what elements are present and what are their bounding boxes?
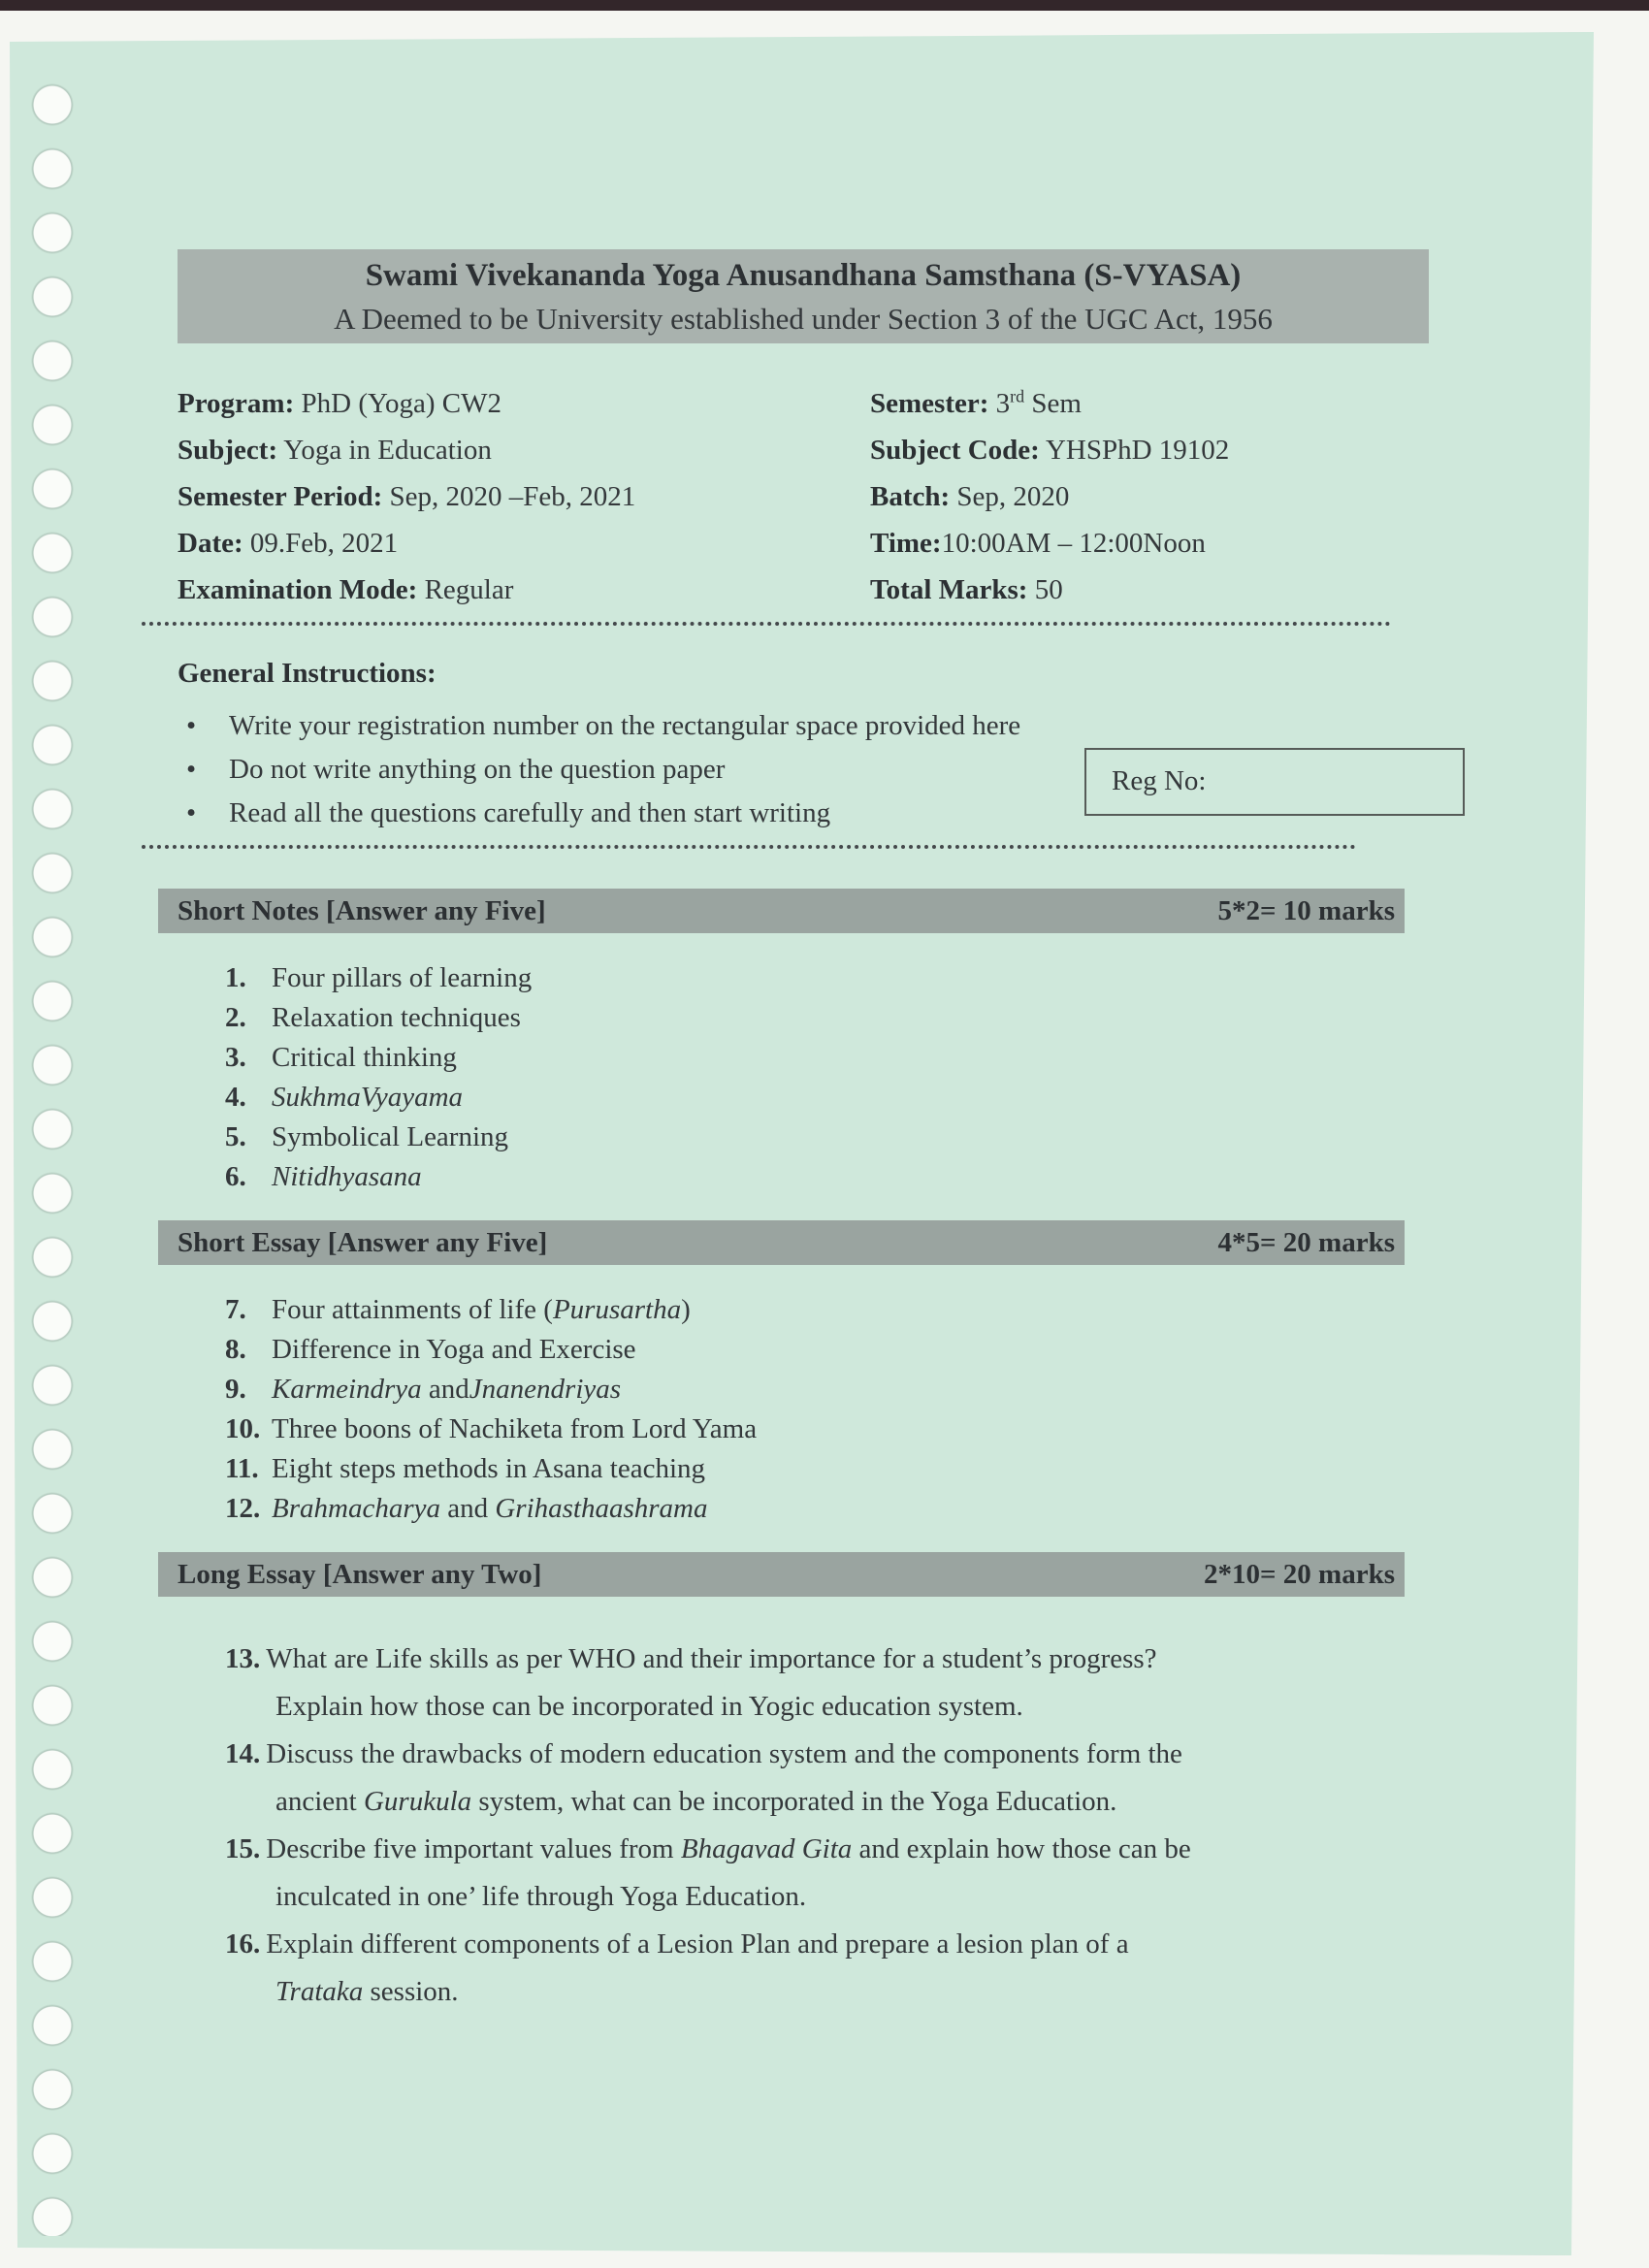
question-row [225, 1330, 757, 1370]
question-number: 1. [225, 962, 246, 993]
reg-no-box [1084, 748, 1465, 816]
meta-exam-mode [178, 567, 635, 613]
meta-value: 3rd Sem [988, 386, 1082, 419]
meta-value: Regular [417, 574, 514, 605]
question-row [225, 1290, 757, 1330]
long-essay-list [225, 1636, 1438, 2016]
meta-value: Yoga in Education [277, 435, 492, 466]
meta-label: Time: [870, 528, 942, 559]
meta-value: Sep, 2020 –Feb, 2021 [382, 481, 636, 512]
question-item [225, 1921, 1438, 2016]
section-band-short-essay [158, 1220, 1405, 1265]
question-number: 11. [225, 1453, 259, 1484]
question-text: Four pillars of learning [272, 962, 533, 993]
section-marks: 5*2= 10 marks [1217, 895, 1395, 926]
section-marks: 4*5= 20 marks [1217, 1227, 1395, 1258]
question-number: 2. [225, 1002, 246, 1033]
dotted-divider-bottom [142, 845, 1356, 849]
question-number: 3. [225, 1042, 246, 1073]
instruction-item: • Read all the questions carefully and then start writing [180, 792, 1131, 835]
meta-label: Semester: [870, 388, 989, 419]
question-row [225, 1078, 532, 1118]
question-text: Eight steps methods in Asana teaching [272, 1453, 706, 1484]
meta-label: Date: [178, 528, 243, 559]
meta-label: Program: [178, 388, 295, 419]
meta-value: 09.Feb, 2021 [242, 528, 399, 559]
question-text: Brahmacharya and Grihasthaashrama [272, 1493, 708, 1524]
section-title: Short Notes [Answer any Five] [178, 895, 546, 926]
question-text: Three boons of Nachiketa from Lord Yama [272, 1413, 758, 1444]
meta-value: YHSPhD 19102 [1039, 435, 1230, 466]
question-number: 10. [225, 1413, 261, 1444]
instruction-item: • Do not write anything on the question paper [180, 748, 1131, 792]
meta-value: 10:00AM – 12:00Noon [941, 528, 1206, 559]
meta-value: PhD (Yoga) CW2 [294, 388, 502, 419]
question-number: 16. [225, 1928, 261, 1960]
question-row [225, 1489, 757, 1529]
meta-total-marks [870, 567, 1229, 613]
exam-meta-left [178, 380, 635, 613]
short-essay-list [225, 1290, 757, 1529]
question-item [225, 1826, 1438, 1921]
question-text: Difference in Yoga and Exercise [272, 1334, 636, 1365]
instruction-item: • Write your registration number on the rectangular space provided here [180, 704, 1131, 748]
section-marks: 2*10= 20 marks [1204, 1559, 1395, 1590]
meta-value: 50 [1027, 574, 1063, 605]
question-row [225, 958, 532, 998]
punch-holes [21, 73, 83, 2236]
question-text: Explain different components of a Lesion Plan and prepare a lesion plan of a Trataka session. [266, 1928, 1129, 2007]
meta-program [178, 380, 635, 427]
university-subtitle: A Deemed to be University established under Section 3 of the UGC Act, 1956 [334, 302, 1273, 336]
meta-time [870, 520, 1229, 567]
meta-date [178, 520, 635, 567]
meta-semester [870, 380, 1229, 427]
question-row [225, 1449, 757, 1489]
section-title: Long Essay [Answer any Two] [178, 1559, 542, 1590]
question-row [225, 1409, 757, 1449]
question-number: 6. [225, 1161, 246, 1192]
section-band-long-essay [158, 1552, 1405, 1597]
question-text: Symbolical Learning [272, 1121, 509, 1152]
question-number: 7. [225, 1294, 246, 1325]
meta-label: Subject: [178, 435, 278, 466]
question-number: 4. [225, 1082, 246, 1113]
question-item [225, 1636, 1438, 1731]
university-name: Swami Vivekananda Yoga Anusandhana Samsthana (S-VYASA) [365, 258, 1242, 293]
meta-label: Semester Period: [178, 481, 383, 512]
section-band-short-notes [158, 889, 1405, 933]
question-number: 15. [225, 1833, 261, 1864]
question-number: 12. [225, 1493, 261, 1524]
meta-label: Batch: [870, 481, 951, 512]
question-number: 5. [225, 1121, 246, 1152]
dotted-divider-top [142, 622, 1391, 626]
general-instructions-title: General Instructions: [178, 658, 436, 689]
meta-label: Examination Mode: [178, 574, 418, 605]
question-row [225, 998, 532, 1038]
question-number: 14. [225, 1738, 261, 1769]
question-text: Critical thinking [272, 1042, 457, 1073]
question-number: 8. [225, 1334, 246, 1365]
question-row [225, 1038, 532, 1078]
question-number: 9. [225, 1374, 246, 1405]
question-text: Four attainments of life (Purusartha) [272, 1294, 691, 1325]
university-title-band [178, 249, 1429, 343]
question-item [225, 1731, 1438, 1826]
scanner-edge-strip [0, 0, 1649, 11]
meta-subject-code [870, 427, 1229, 473]
question-row [225, 1118, 532, 1157]
question-row [225, 1370, 757, 1409]
question-text: What are Life skills as per WHO and their importance for a student’s progress? Explain how those can be incorporated in Yogic education system. [266, 1643, 1157, 1722]
question-number: 13. [225, 1643, 261, 1674]
question-row [225, 1157, 532, 1197]
meta-label: Subject Code: [870, 435, 1040, 466]
short-notes-list [225, 958, 532, 1197]
general-instructions-list [180, 704, 1131, 835]
question-text: Discuss the drawbacks of modern education system and the components form the ancient Gurukula system, what can be incorporated in the Yoga Education. [266, 1738, 1182, 1817]
meta-label: Total Marks: [870, 574, 1028, 605]
question-text: Relaxation techniques [272, 1002, 521, 1033]
reg-no-label: Reg No: [1112, 765, 1207, 796]
question-text: SukhmaVyayama [272, 1082, 464, 1113]
meta-subject [178, 427, 635, 473]
meta-batch [870, 473, 1229, 520]
meta-value: Sep, 2020 [950, 481, 1070, 512]
section-title: Short Essay [Answer any Five] [178, 1227, 548, 1258]
question-text: Nitidhyasana [272, 1161, 422, 1192]
question-text: Describe five important values from Bhagavad Gita and explain how those can be inculcated in one’ life through Yoga Education. [266, 1833, 1191, 1912]
question-text: Karmeindrya andJnanendriyas [272, 1374, 622, 1405]
meta-semester-period [178, 473, 635, 520]
exam-meta-right [870, 380, 1229, 613]
